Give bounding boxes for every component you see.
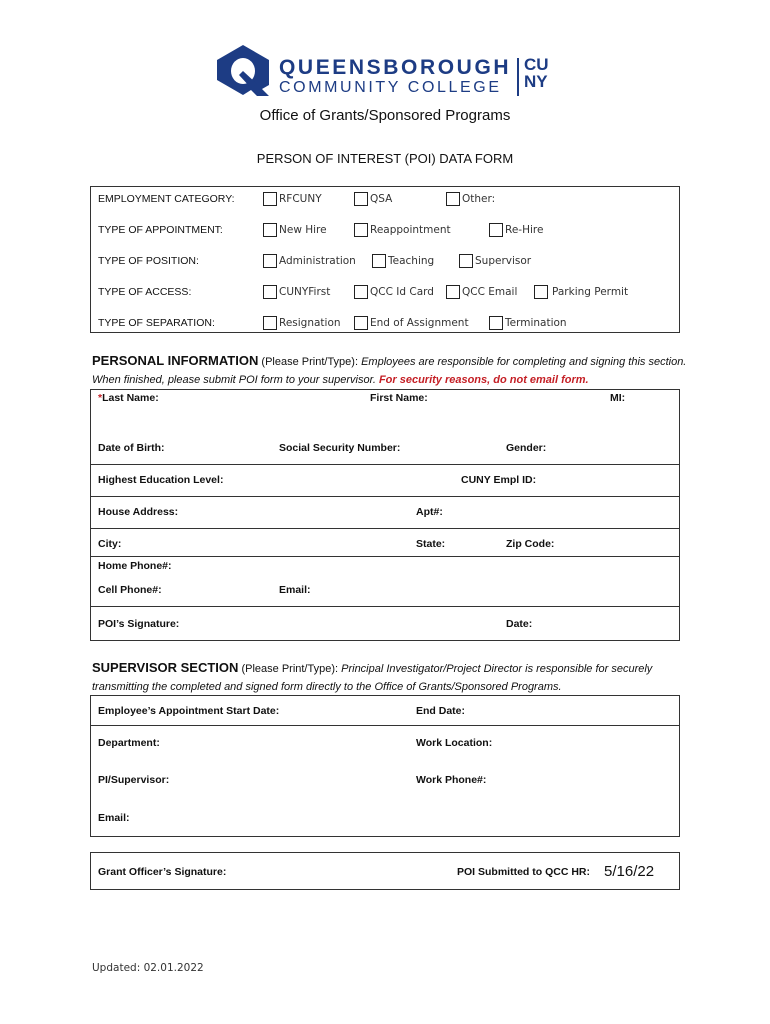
department-label[interactable]: Department:	[98, 737, 160, 749]
first-name-label[interactable]: First Name:	[370, 392, 428, 404]
mi-label[interactable]: MI:	[610, 392, 626, 404]
cuny-empl-id-label[interactable]: CUNY Empl ID:	[461, 474, 537, 486]
checkbox[interactable]	[354, 192, 368, 206]
supervisor-instructions: Principal Investigator/Project Director is responsible for securely transmitting the completed and signed form directly to the Office of Grants/Sponsored Programs.	[92, 663, 653, 693]
position-type-row	[91, 252, 679, 272]
last-name-label[interactable]	[98, 392, 159, 404]
supervisor-intro	[92, 659, 692, 696]
logo-divider	[517, 58, 519, 96]
zip-code-label[interactable]: Zip Code:	[506, 538, 555, 550]
row-divider	[91, 464, 679, 465]
cuny-logo-top: CU	[524, 55, 549, 74]
option-label: Termination	[505, 317, 567, 329]
option-label: Administration	[279, 255, 356, 267]
home-phone-label[interactable]: Home Phone#:	[98, 560, 172, 572]
apt-label[interactable]: Apt#:	[416, 506, 443, 518]
email-label[interactable]: Email:	[279, 584, 311, 596]
option-label: End of Assignment	[370, 317, 469, 329]
position-type-label: TYPE OF POSITION:	[98, 255, 199, 267]
checkbox[interactable]	[534, 285, 548, 299]
cuny-logo-bottom: NY	[524, 72, 548, 91]
option-label: QSA	[370, 193, 393, 205]
option-label: Other:	[462, 193, 496, 205]
option-label: Resignation	[279, 317, 341, 329]
option-label: CUNYFirst	[279, 286, 331, 298]
checkbox[interactable]	[263, 316, 277, 330]
cuny-logo	[524, 56, 549, 90]
supervisor-box	[90, 695, 680, 837]
row-divider	[91, 528, 679, 529]
poi-submitted-label[interactable]: POI Submitted to QCC HR:	[457, 866, 590, 878]
option-label: QCC Id Card	[370, 286, 434, 298]
appointment-type-row	[91, 221, 679, 241]
poi-submitted-date: 5/16/22	[604, 863, 655, 880]
last-name-text: Last Name:	[102, 392, 159, 404]
row-divider	[91, 725, 679, 726]
option-label: Supervisor	[475, 255, 532, 267]
employment-category-row	[91, 190, 679, 210]
cell-phone-label[interactable]: Cell Phone#:	[98, 584, 162, 596]
option-label: Parking Permit	[552, 286, 629, 298]
office-title: Office of Grants/Sponsored Programs	[259, 107, 511, 124]
signature-date-label[interactable]: Date:	[506, 618, 533, 630]
checkbox[interactable]	[263, 285, 277, 299]
gender-label[interactable]: Gender:	[506, 442, 547, 454]
checkbox[interactable]	[489, 316, 503, 330]
row-divider	[91, 606, 679, 607]
checkbox[interactable]	[263, 192, 277, 206]
separation-type-label: TYPE OF SEPARATION:	[98, 317, 215, 329]
checkbox[interactable]	[489, 223, 503, 237]
end-date-label[interactable]: End Date:	[416, 705, 466, 717]
supervisor-email-label[interactable]: Email:	[98, 812, 130, 824]
updated-date: Updated: 02.01.2022	[92, 962, 204, 974]
security-warning: For security reasons, do not email form.	[378, 374, 589, 386]
personal-info-box	[90, 389, 680, 641]
college-logo-mark	[213, 44, 275, 100]
ssn-label[interactable]: Social Security Number:	[279, 442, 401, 454]
start-date-label[interactable]: Employee’s Appointment Start Date:	[98, 705, 280, 717]
category-table	[90, 186, 680, 333]
checkbox[interactable]	[263, 254, 277, 268]
row-divider	[91, 556, 679, 557]
state-label[interactable]: State:	[416, 538, 446, 550]
checkbox[interactable]	[372, 254, 386, 268]
supervisor-note: (Please Print/Type):	[238, 663, 342, 675]
work-location-label[interactable]: Work Location:	[416, 737, 493, 749]
row-divider	[91, 496, 679, 497]
checkbox[interactable]	[263, 223, 277, 237]
option-label: Teaching	[388, 255, 435, 267]
checkbox[interactable]	[354, 316, 368, 330]
address-label[interactable]: House Address:	[98, 506, 179, 518]
supervisor-heading: SUPERVISOR SECTION	[92, 660, 239, 675]
checkbox[interactable]	[459, 254, 473, 268]
city-label[interactable]: City:	[98, 538, 122, 550]
employment-category-label: EMPLOYMENT CATEGORY:	[98, 193, 235, 205]
work-phone-label[interactable]: Work Phone#:	[416, 774, 487, 786]
option-label: New Hire	[279, 224, 327, 236]
option-label: Re-Hire	[505, 224, 544, 236]
grant-officer-box	[90, 852, 680, 890]
personal-info-heading: PERSONAL INFORMATION	[92, 353, 259, 368]
education-label[interactable]: Highest Education Level:	[98, 474, 224, 486]
personal-info-intro	[92, 352, 692, 389]
required-asterisk: *	[98, 392, 103, 404]
grant-officer-signature-label[interactable]: Grant Officer’s Signature:	[98, 866, 227, 878]
option-label: Reappointment	[370, 224, 451, 236]
logo-college-name: QUEENSBOROUGH	[279, 56, 512, 79]
checkbox[interactable]	[354, 285, 368, 299]
poi-signature-label[interactable]: POI’s Signature:	[98, 618, 180, 630]
college-logo	[213, 44, 558, 100]
access-type-row	[91, 283, 679, 303]
option-label: QCC Email	[462, 286, 518, 298]
checkbox[interactable]	[354, 223, 368, 237]
personal-info-instructions: Employees are responsible for completing and signing this section. When finished, please submit POI form to your supervisor.	[92, 356, 687, 386]
checkbox[interactable]	[446, 285, 460, 299]
personal-info-note: (Please Print/Type):	[258, 356, 362, 368]
form-title: PERSON OF INTEREST (POI) DATA FORM	[256, 151, 514, 166]
separation-type-row	[91, 314, 679, 334]
checkbox[interactable]	[446, 192, 460, 206]
pi-supervisor-label[interactable]: PI/Supervisor:	[98, 774, 170, 786]
option-label: RFCUNY	[279, 193, 322, 205]
logo-college-subname: COMMUNITY COLLEGE	[279, 79, 502, 96]
appointment-type-label: TYPE OF APPOINTMENT:	[98, 224, 223, 236]
access-type-label: TYPE OF ACCESS:	[98, 286, 192, 298]
dob-label[interactable]: Date of Birth:	[98, 442, 165, 454]
